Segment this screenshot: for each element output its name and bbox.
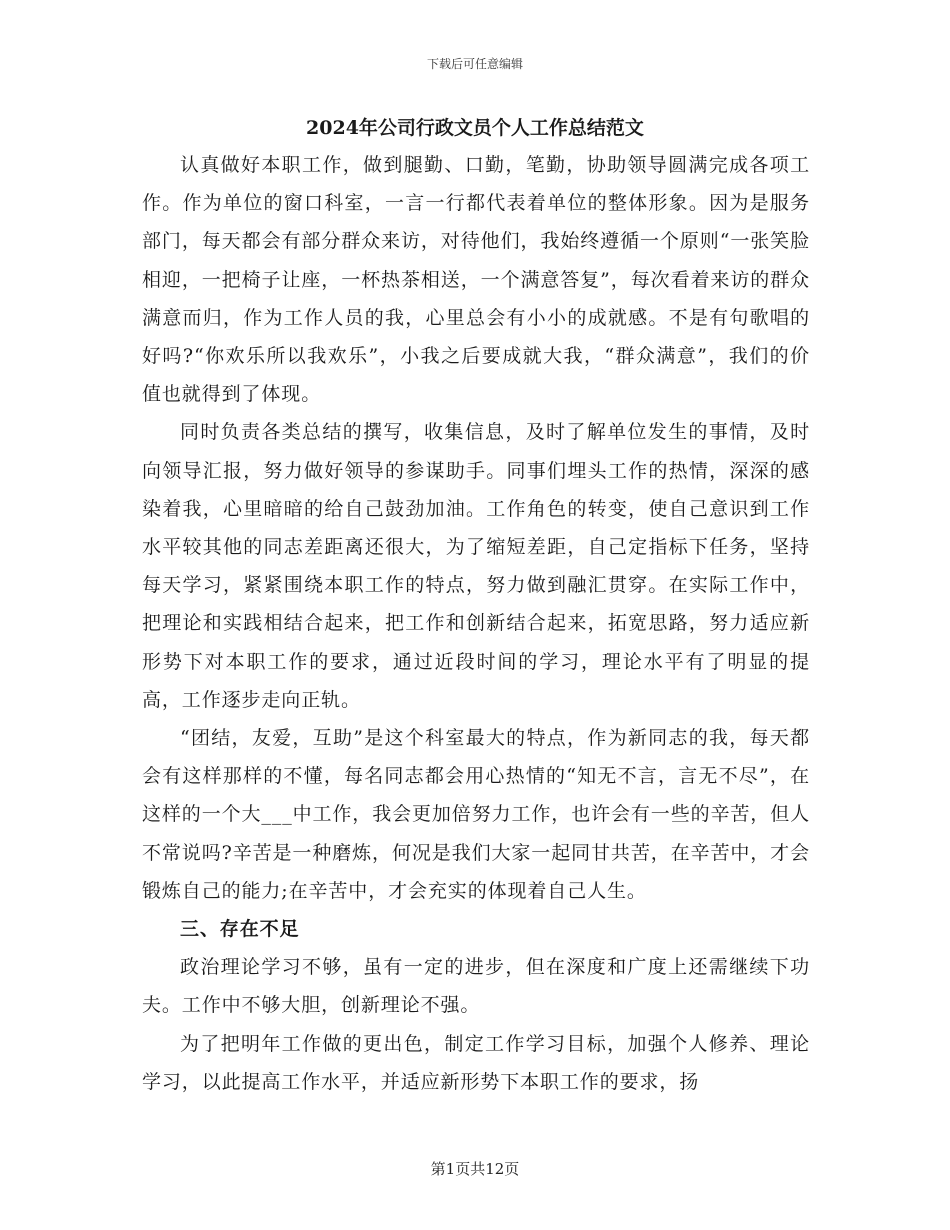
document-title: 2024年公司行政文员个人工作总结范文 (306, 117, 644, 139)
document-body (142, 146, 810, 1101)
paragraph-1: 认真做好本职工作，做到腿勤、口勤，笔勤，协助领导圆满完成各项工作。作为单位的窗口科室，一言一行都代表着单位的整体形象。因为是服务部门，每天都会有部分群众来访，对待他们，我始终遵循一个原则“一张笑脸相迎，一把椅子让座，一杯热茶相送，一个满意答复”，每次看着来访的群众满意而归，作为工作人员的我，心里总会有小小的成就感。不是有句歌唱的好吗?“你欢乐所以我欢乐”，小我之后要成就大我，“群众满意”，我们的价值也就得到了体现。 (142, 154, 810, 406)
paragraph-2: 同时负责各类总结的撰写，收集信息，及时了解单位发生的事情，及时向领导汇报，努力做好领导的参谋助手。同事们埋头工作的热情，深深的感染着我，心里暗暗的给自己鼓劲加油。工作角色的转变，使自己意识到工作水平较其他的同志差距离还很大，为了缩短差距，自己定指标下任务，坚持每天学习，紧紧围绕本职工作的特点，努力做到融汇贯穿。在实际工作中，把理论和实践相结合起来，把工作和创新结合起来，拓宽思路，努力适应新形势下对本职工作的要求，通过近段时间的学习，理论水平有了明显的提高，工作逐步走向正轨。 (142, 421, 810, 711)
paragraph-4: 政治理论学习不够，虽有一定的进步，但在深度和广度上还需继续下功夫。工作中不够大胆，创新理论不强。 (142, 956, 810, 1017)
section-heading-shortcomings: 三、存在不足 (180, 918, 300, 941)
page-footer: 第1页共12页 (430, 1160, 520, 1178)
header-note: 下载后可任意编辑 (426, 57, 523, 71)
paragraph-5: 为了把明年工作做的更出色，制定工作学习目标，加强个人修养、理论学习，以此提高工作水平，并适应新形势下本职工作的要求，扬 (142, 1032, 810, 1093)
paragraph-3: “团结，友爱，互助”是这个科室最大的特点，作为新同志的我，每天都会有这样那样的不懂，每名同志都会用心热情的“知无不言，言无不尽”，在这样的一个大___中工作，我会更加倍努力工作，也许会有一些的辛苦，但人不常说吗?辛苦是一种磨炼，何况是我们大家一起同甘共苦，在辛苦中，才会锻炼自己的能力;在辛苦中，才会充实的体现着自己人生。 (142, 727, 811, 902)
